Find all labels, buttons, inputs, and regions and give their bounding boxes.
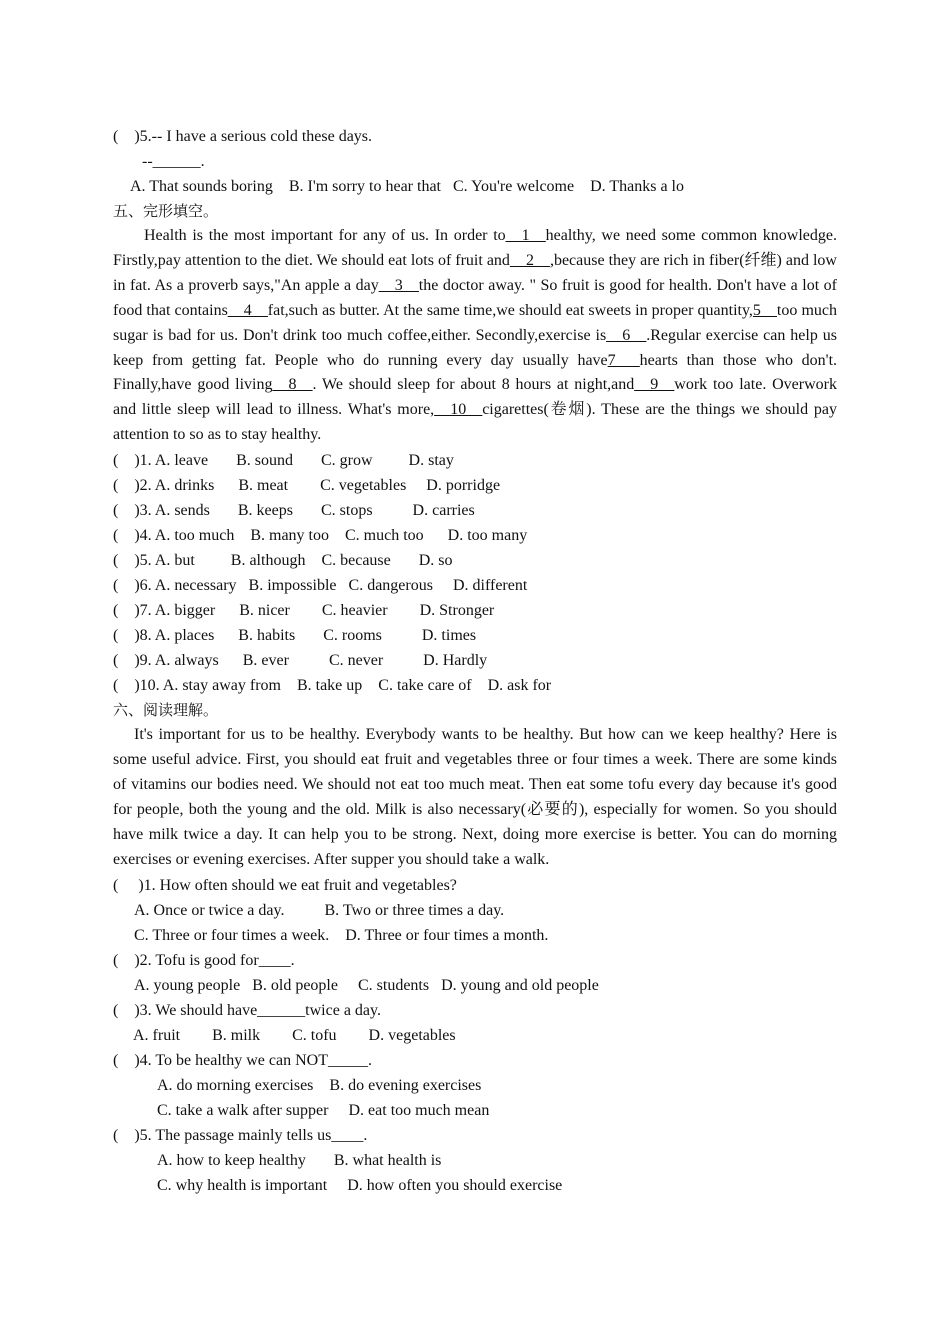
blank-7: 7___ <box>607 351 640 369</box>
reading-option: C. take a walk after supper D. eat too much mean <box>157 1101 490 1119</box>
blank-4: __4__ <box>227 301 268 319</box>
reading-option: A. fruit B. milk C. tofu D. vegetables <box>133 1026 456 1044</box>
cloze-text: fat,such as butter. At the same time,we should eat sweets in proper quantity, <box>267 301 753 319</box>
worksheet-page <box>113 124 837 1198</box>
cloze-item: ( )3. A. sends B. keeps C. stops D. carries <box>113 502 475 520</box>
q5-reply: --______. <box>142 153 205 170</box>
cloze-text: cigarettes(卷烟). These are the things we should pay attention to so as to stay healthy. <box>113 401 837 444</box>
cloze-item: ( )5. A. but B. although C. because D. so <box>113 552 453 570</box>
cloze-text: work too late. Overwork and little sleep will lead to illness. What's more, <box>113 376 837 419</box>
reading-heading: 六、阅读理解。 <box>113 701 219 720</box>
blank-1: __1__ <box>505 227 546 244</box>
reading-option: A. do morning exercises B. do evening exercises <box>157 1076 482 1094</box>
cloze-item: ( )8. A. places B. habits C. rooms D. times <box>113 627 477 645</box>
cloze-text: . We should sleep for about 8 hours at night,and <box>312 376 635 394</box>
reading-option: A. Once or twice a day. B. Two or three times a day. <box>134 901 505 919</box>
cloze-item: ( )10. A. stay away from B. take up C. take care of D. ask for <box>113 677 552 695</box>
cloze-item: ( )6. A. necessary B. impossible C. dangerous D. different <box>113 577 528 595</box>
cloze-text: .Regular exercise can help us keep from getting fat. People who do running every day usually have <box>113 326 838 369</box>
cloze-text: healthy, we need some common knowledge. Firstly,pay attention to the diet. We should eat lots of fruit and <box>113 227 837 269</box>
reading-question-stem: ( )3. We should have______twice a day. <box>113 1001 381 1019</box>
q5-options: A. That sounds boring B. I'm sorry to hear that C. You're welcome D. Thanks a lo <box>130 178 684 195</box>
cloze-item: ( )2. A. drinks B. meat C. vegetables D. porridge <box>113 477 501 495</box>
blank-8: __8__ <box>272 376 313 394</box>
reading-question-stem: ( )1. How often should we eat fruit and vegetables? <box>113 876 457 894</box>
reading-option: A. young people B. old people C. students D. young and old people <box>134 976 599 994</box>
q5-stem: ( )5.-- I have a serious cold these days. <box>113 128 373 145</box>
reading-option: C. why health is important D. how often you should exercise <box>157 1176 563 1194</box>
reading-passage: It's important for us to be healthy. Everybody wants to be healthy. But how can we keep healthy? Here is some useful advice. First, you should eat fruit and vegetables three or four times a week. There are some kinds of vitamins our bodies need. We should not eat too much meat. Then eat some tofu every day because it's good for people, both the young and the old. Milk is also necessary(必要的), especially for women. So you should have milk twice a day. It can help you to be strong. Next, doing more exercise is better. You can do morning exercises or evening exercises. After supper you should take a walk. <box>113 726 837 868</box>
blank-9: __9__ <box>634 376 675 394</box>
cloze-passage <box>113 224 837 448</box>
blank-5: 5__ <box>752 301 777 319</box>
cloze-text: hearts than those who don't. Finally,have good living <box>113 351 838 394</box>
cloze-text: the doctor away. " So fruit is good for health. Don't have a lot of food that contains <box>113 276 837 319</box>
cloze-item: ( )4. A. too much B. many too C. much too D. too many <box>113 527 528 545</box>
reading-question-stem: ( )4. To be healthy we can NOT_____. <box>113 1051 372 1069</box>
blank-10: __10__ <box>434 401 483 419</box>
reading-option: C. Three or four times a week. D. Three or four times a month. <box>134 926 549 944</box>
cloze-heading: 五、完形填空。 <box>113 202 219 220</box>
cloze-text: ,because they are rich in fiber(纤维) and low in fat. As a proverb says,"An apple a day <box>113 251 837 294</box>
reading-question-stem: ( )2. Tofu is good for____. <box>113 951 295 969</box>
reading-question-stem: ( )5. The passage mainly tells us____. <box>113 1126 368 1144</box>
cloze-item: ( )9. A. always B. ever C. never D. Hardly <box>113 652 488 670</box>
reading-option: A. how to keep healthy B. what health is <box>157 1151 442 1169</box>
cloze-item: ( )1. A. leave B. sound C. grow D. stay <box>113 452 454 470</box>
blank-2: __2__ <box>509 251 550 269</box>
cloze-text: Health is the most important for any of us. In order to <box>144 227 506 244</box>
cloze-item: ( )7. A. bigger B. nicer C. heavier D. Stronger <box>113 602 495 620</box>
cloze-text: too much sugar is bad for us. Don't drink too much coffee,either. Secondly,exercise is <box>113 301 837 344</box>
blank-6: __6__ <box>606 326 647 344</box>
blank-3: __3__ <box>378 276 419 294</box>
